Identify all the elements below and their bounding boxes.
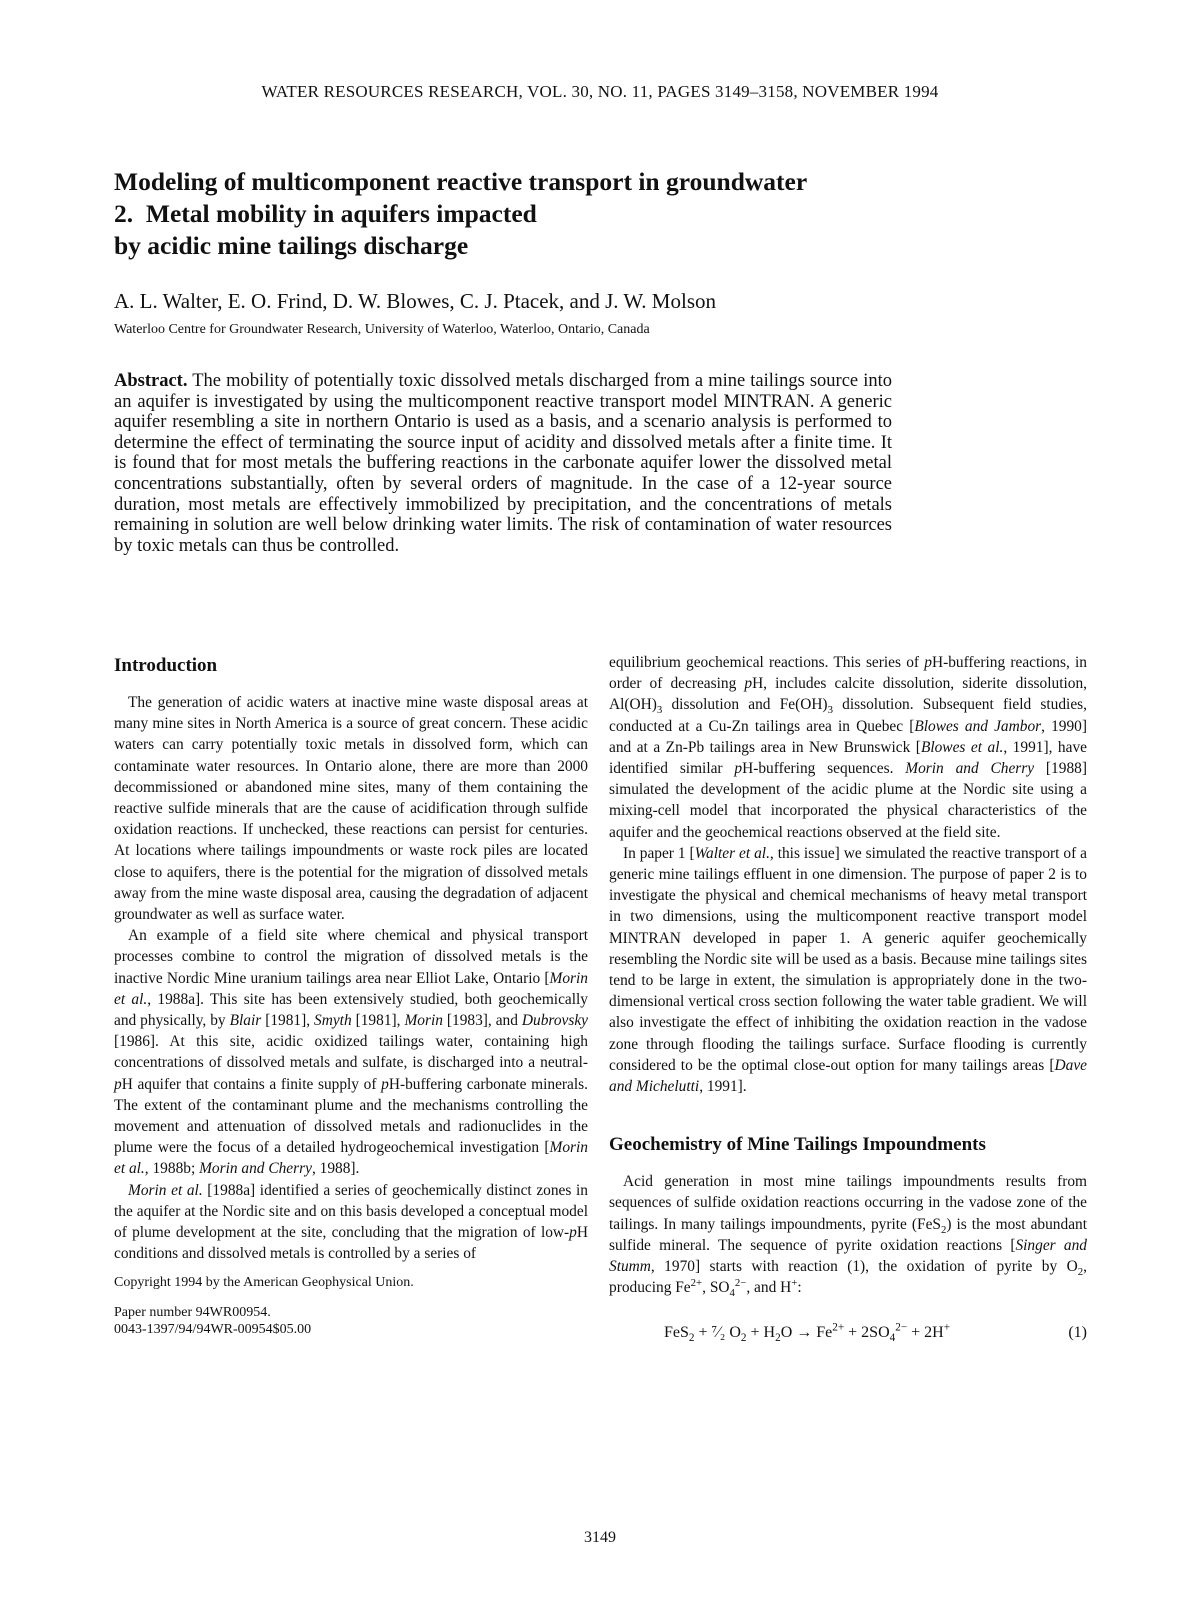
equation-number: (1)	[1068, 1324, 1087, 1342]
title-line-3: by acidic mine tailings discharge	[114, 231, 469, 260]
author-list: A. L. Walter, E. O. Frind, D. W. Blowes, C. J. Ptacek, and J. W. Molson	[114, 289, 716, 313]
citation: Blowes and Jambor	[914, 717, 1042, 735]
citation: Morin et al.	[114, 1139, 588, 1178]
running-head: WATER RESOURCES RESEARCH, VOL. 30, NO. 11, PAGES 3149–3158, NOVEMBER 1994	[261, 82, 939, 101]
abstract-label: Abstract.	[114, 371, 188, 391]
abstract	[114, 371, 892, 556]
intro-paragraph-2: An example of a field site where chemical and physical transport processes combine to control the migration of dissolved metals is the inactive Nordic Mine uranium tailings area near Elliot Lake, Ontario [Morin et al., 1988a]. This site has been extensively studied, both geochemically and physically, by Blair [1981], Smyth [1981], Morin [1983], and Dubrovsky [1986]. At this site, acidic oxidized tailings water, containing high concentrations of dissolved metals and sulfate, is discharged into a neutral-pH aquifer that contains a finite supply of pH-buffering carbonate minerals. The extent of the contaminant plume and the mechanisms controlling the movement and attenuation of dissolved metals and radionuclides in the plume were the focus of a detailed hydrogeochemical investigation [Morin et al., 1988b; Morin and Cherry, 1988].	[114, 927, 589, 1178]
equation-1	[609, 1322, 1087, 1348]
citation: Blair	[229, 1012, 262, 1030]
right-column	[609, 652, 1087, 1348]
citation: Morin et al.	[114, 969, 588, 1008]
citation: Morin and Cherry	[199, 1160, 312, 1178]
citation: Dubrovsky	[521, 1012, 589, 1030]
intro-paragraph-1: The generation of acidic waters at inactive mine waste disposal areas at many mine sites in North America is a source of great concern. These acidic waters can carry potentially toxic metals in dissolved form, which can contaminate water resources. In Ontario alone, there are more than 2000 decommissioned or abandoned mine sites, many of them containing the reactive sulfide minerals that are the cause of acidification through sulfide oxidation reactions. If unchecked, these reactions can persist for centuries. At locations where tailings impoundments or waste rock piles are located close to aquifers, there is the potential for the migration of dissolved metals away from the mine waste disposal area, causing the degradation of adjacent groundwater as well as surface water.	[114, 694, 588, 924]
body-paragraph-continued: equilibrium geochemical reactions. This series of pH-buffering reactions, in order of decreasing pH, includes calcite dissolution, siderite dissolution, $Al(OH)_3$ dissolution and $Fe(OH)_3$ dissolution. Subsequent field studies, conducted at a Cu-Zn tailings area in Quebec [Blowes and Jambor, 1990] and at a Zn-Pb tailings area in New Brunswick [Blowes et al., 1991], have identified similar pH-buffering sequences. Morin and Cherry [1988] simulated the development of the acidic plume at the Nordic site using a mixing-cell model that incorporated the physical characteristics of the aquifer and the geochemical reactions observed at the field site.	[609, 654, 1088, 841]
body-paragraph: Acid generation in most mine tailings impoundments results from sequences of sulfide oxidation reactions occurring in the vadose zone of the tailings. In many tailings impoundments, pyrite (FeS$_2$) is the most abundant sulfide mineral. The sequence of pyrite oxidation reactions [Singer and Stumm, 1970] starts with reaction (1), the oxidation of pyrite by $O_2$, producing $Fe^{2+}$, $SO_4^{2-}$, and H+:	[609, 1173, 1088, 1300]
equation-body: FeS$_2$ + ⁷⁄₂ $O_2 + H_2O \to Fe^{2+} + 2SO_4^{2-} + 2H^+$	[664, 1322, 951, 1345]
citation: Singer and Stumm	[609, 1236, 1087, 1276]
intro-paragraph-3: Morin et al. [1988a] identified a series of geochemically distinct zones in the aquifer at the Nordic site and on this basis developed a conceptual model of plume development at the site, concluding that the migration of low-pH conditions and dissolved metals is controlled by a series of	[114, 1181, 588, 1263]
article-title	[114, 166, 974, 262]
section-heading-geochemistry: Geochemistry of Mine Tailings Impoundments	[609, 1134, 986, 1156]
citation: Smyth	[314, 1012, 352, 1030]
paper-info	[114, 1304, 588, 1338]
affiliation: Waterloo Centre for Groundwater Research, University of Waterloo, Waterloo, Ontario, Canada	[114, 322, 650, 337]
introduction-heading: Introduction	[114, 655, 218, 676]
citation: Morin	[404, 1012, 443, 1030]
citation: Morin et al.	[128, 1181, 203, 1199]
title-line-1: Modeling of multicomponent reactive transport in groundwater	[114, 167, 808, 196]
abstract-text: The mobility of potentially toxic dissolved metals discharged from a mine tailings source into an aquifer is investigated by using the multicomponent reactive transport model MINTRAN. A generic aquifer resembling a site in northern Ontario is used as a basis, and a scenario analysis is performed to determine the effect of terminating the source input of acidity and dissolved metals after a finite time. It is found that for most metals the buffering reactions in the carbonate aquifer lower the dissolved metal concentrations substantially, often by several orders of magnitude. In the case of a 12-year source duration, most metals are effectively immobilized by precipitation, and the concentrations of metals remaining in solution are well below drinking water limits. The risk of contamination of water resources by toxic metals can thus be controlled.	[114, 371, 892, 556]
title-line-2: 2. Metal mobility in aquifers impacted	[114, 199, 537, 228]
body-paragraph: In paper 1 [Walter et al., this issue] we simulated the reactive transport of a generic mine tailings effluent in one dimension. The purpose of paper 2 is to investigate the physical and chemical mechanisms of heavy metal transport in two dimensions, using the multicomponent reactive transport model MINTRAN developed in paper 1. A generic aquifer geochemically resembling the Nordic site will be used as a basis. Because mine tailings sites tend to be large in extent, the simulation is appropriately done in the two-dimensional vertical cross section following the water table gradient. We will also investigate the effect of inhibiting the oxidation reaction in the vadose zone through flooding the tailings surface. Surface flooding is currently considered to be the optimal close-out option for many tailings areas [Dave and Michelutti, 1991].	[609, 844, 1087, 1096]
left-column	[114, 654, 588, 1338]
paper-number: Paper number 94WR00954.	[114, 1305, 271, 1321]
page-number: 3149	[584, 1529, 616, 1546]
copyright-note: Copyright 1994 by the American Geophysical Union.	[114, 1275, 414, 1291]
paper-code: 0043-1397/94/94WR-00954$05.00	[114, 1322, 312, 1338]
citation: Walter et al.	[694, 844, 770, 862]
citation: Blowes et al.	[920, 738, 1004, 756]
citation: Morin and Cherry	[905, 760, 1035, 778]
citation: Dave and Michelutti	[609, 1056, 1087, 1096]
